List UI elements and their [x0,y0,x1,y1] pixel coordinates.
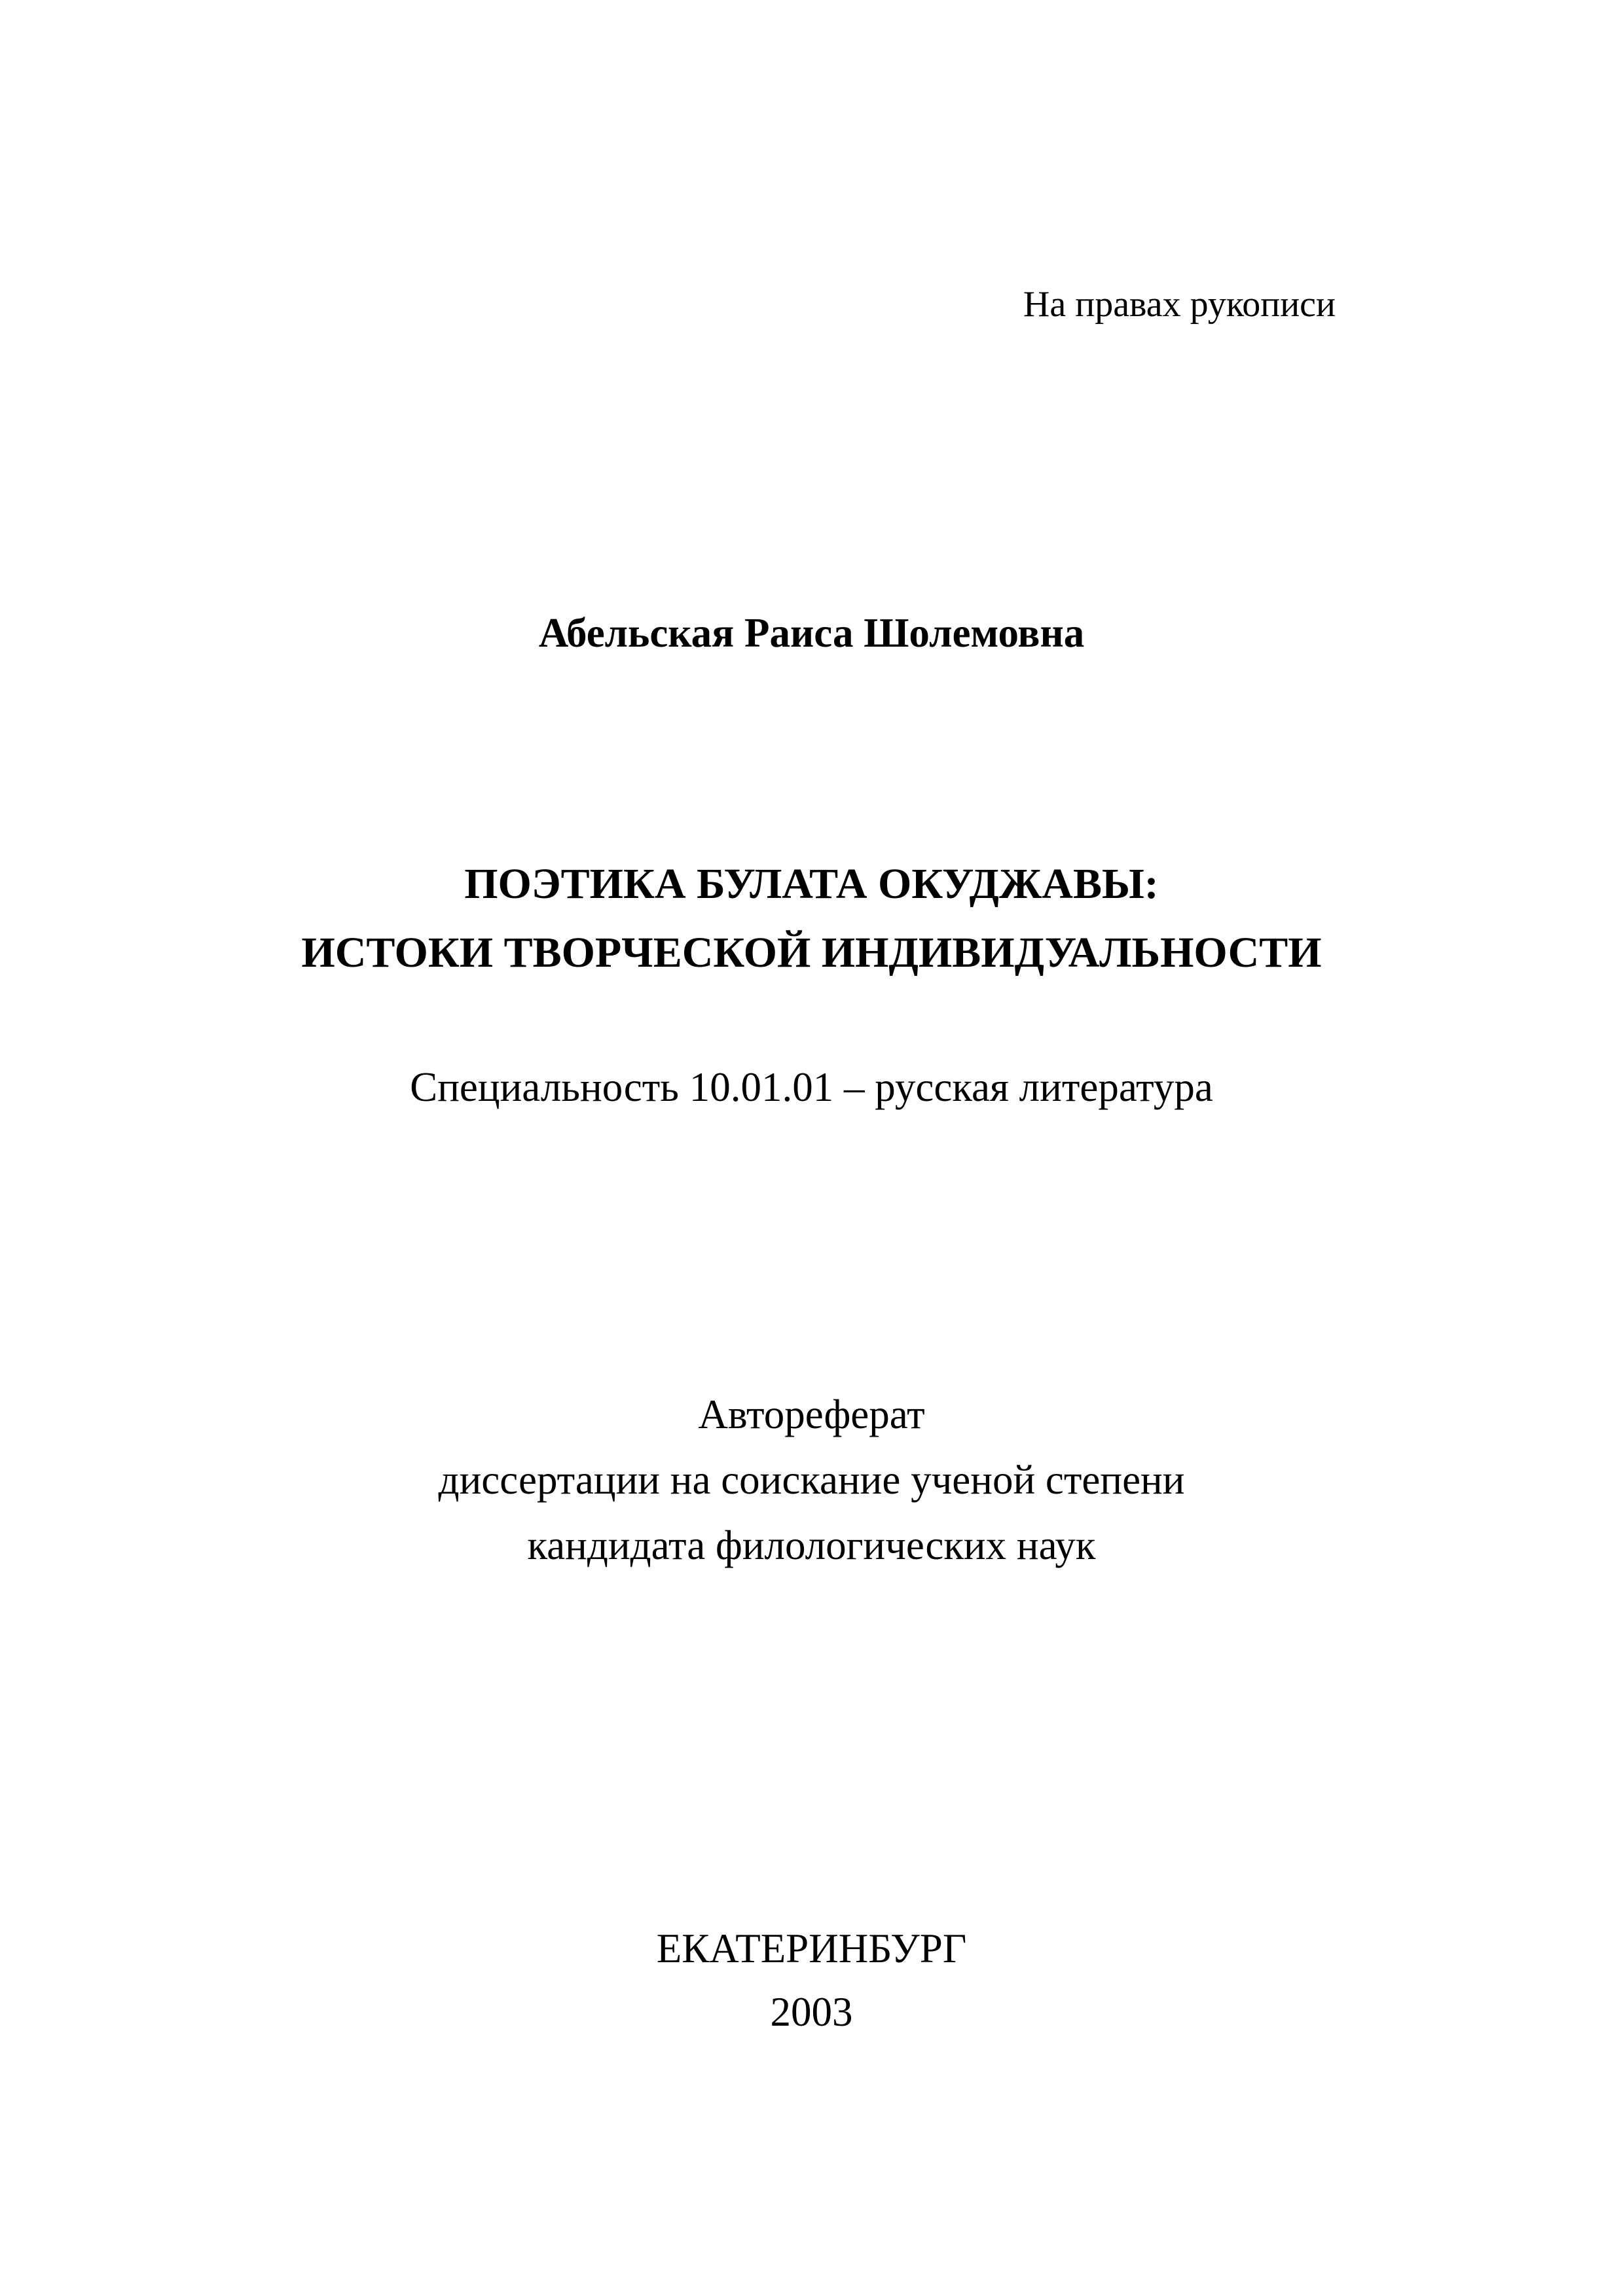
specialty-line: Специальность 10.01.01 – русская литература [410,1064,1213,1110]
year: 2003 [770,1989,853,2035]
title-line-1: ПОЭТИКА БУЛАТА ОКУДЖАВЫ: [464,860,1159,908]
abstract-line-3: кандидата филологических наук [527,1522,1096,1568]
manuscript-note: На правах рукописи [1023,284,1336,325]
city: ЕКАТЕРИНБУРГ [656,1926,967,1971]
author-name: Абельская Раиса Шолемовна [538,610,1085,656]
abstract-line-2: диссертации на соискание ученой степени [438,1457,1185,1503]
title-line-2: ИСТОКИ ТВОРЧЕСКОЙ ИНДИВИДУАЛЬНОСТИ [301,929,1322,977]
abstract-line-1: Автореферат [698,1391,925,1437]
